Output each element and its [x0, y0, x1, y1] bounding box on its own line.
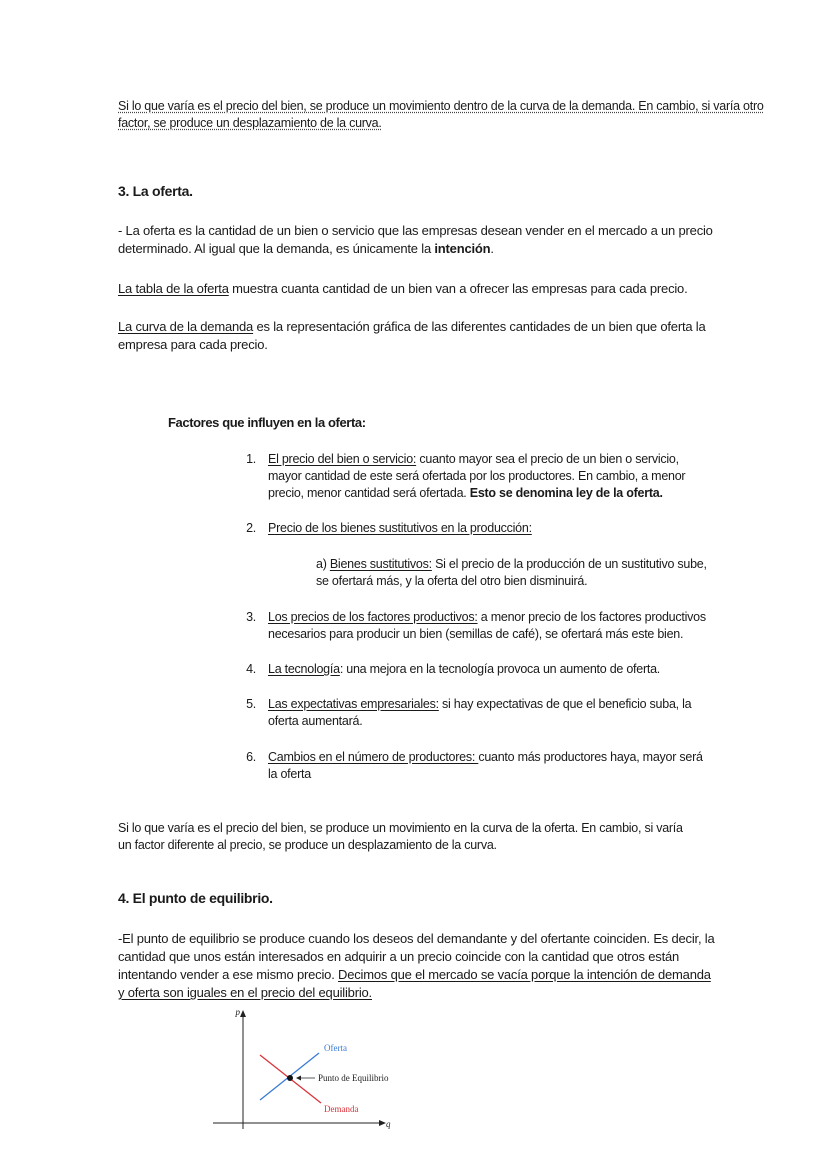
factor-body — [268, 749, 713, 783]
section-4-title: 4. El punto de equilibrio. — [118, 890, 273, 906]
factor-term: La tecnología — [268, 662, 340, 676]
equilibrio-underlined: Decimos que el mercado se vacía porque la intención de demanda y oferta son iguales en el precio del equilibrio. — [118, 967, 711, 1000]
curva-term: La curva de la demanda — [118, 319, 254, 334]
factor-body — [268, 520, 713, 537]
section-3-title: 3. La oferta. — [118, 183, 193, 199]
factor-body — [268, 661, 713, 678]
sub-item-text: Si el precio de la producción de un sustitutivo sube, se ofertará más, y la oferta del otro bien disminuirá. — [316, 557, 707, 588]
intro-note-line2: factor, se produce un desplazamiento de la curva. — [118, 116, 382, 130]
factor-term: El precio del bien o servicio: — [268, 452, 417, 466]
equilibrium-point — [287, 1075, 293, 1081]
factor-number: 3. — [246, 610, 256, 624]
tabla-oferta-term: La tabla de la oferta — [118, 281, 229, 296]
factor-body — [268, 451, 713, 502]
curva-paragraph — [118, 318, 718, 354]
oferta-definition-text: - La oferta es la cantidad de un bien o servicio que las empresas desean vender en el mercado a un precio determinado. Al igual que la demanda, es únicamente la — [118, 223, 713, 256]
factor-term: Los precios de los factores productivos: — [268, 610, 478, 624]
curva-text: es la representación gráfica de las diferentes cantidades de un bien que oferta la empresa para cada precio. — [118, 319, 706, 352]
equilibrium-arrowhead — [296, 1076, 301, 1081]
factor-text: cuanto mayor sea el precio de un bien o servicio, mayor cantidad de este será ofertada por los productores. En cambio, a menor precio, menor cantidad será ofertada. — [268, 452, 686, 500]
factor-text: a menor precio de los factores productivos necesarios para producir un bien (semillas de café), se ofertará más este bien. — [268, 610, 706, 641]
factor-body — [268, 609, 713, 643]
demand-label: Demanda — [324, 1104, 359, 1114]
factor-text: : una mejora en la tecnología provoca un aumento de oferta. — [339, 662, 661, 676]
equilibrium-label: Punto de Equilibrio — [318, 1073, 389, 1083]
oferta-definition-end: . — [490, 241, 494, 256]
sub-item-prefix: a) — [316, 557, 330, 571]
factor-number: 4. — [246, 662, 256, 676]
factor-text: si hay expectativas de que el beneficio suba, la oferta aumentará. — [268, 697, 692, 728]
y-axis-label: p — [235, 1007, 240, 1017]
oferta-note: Si lo que varía es el precio del bien, se produce un movimiento en la curva de la oferta. En cambio, si varía un factor diferente al precio, se produce un desplazamiento de la curva. — [118, 821, 683, 852]
intro-note — [118, 98, 764, 132]
equilibrio-paragraph — [118, 930, 718, 1002]
factor-bold: Esto se denomina ley de la oferta. — [469, 486, 663, 500]
factor-number: 1. — [246, 452, 256, 466]
oferta-definition — [118, 222, 718, 258]
factor-number: 6. — [246, 750, 256, 764]
factor-text: cuanto más productores haya, mayor será la oferta — [268, 750, 703, 781]
factor-body — [268, 696, 713, 730]
factor-number: 2. — [246, 521, 256, 535]
y-axis-arrow — [240, 1010, 246, 1017]
tabla-oferta-paragraph — [118, 280, 718, 298]
supply-label: Oferta — [324, 1043, 347, 1053]
oferta-definition-bold: intención — [434, 241, 491, 256]
factor-term: Las expectativas empresariales: — [268, 697, 439, 711]
x-axis-arrow — [379, 1120, 386, 1126]
tabla-oferta-text: muestra cuanta cantidad de un bien van a ofrecer las empresas para cada precio. — [228, 281, 688, 296]
sub-item-term: Bienes sustitutivos: — [329, 557, 432, 571]
equilibrium-diagram — [205, 1005, 405, 1135]
intro-note-line1: Si lo que varía es el precio del bien, se produce un movimiento dentro de la curva de la demanda. En cambio, si varía otro — [118, 99, 764, 113]
x-axis-label: q — [386, 1119, 391, 1129]
sub-item-a — [316, 556, 716, 590]
factor-number: 5. — [246, 697, 256, 711]
factor-term: Cambios en el número de productores: — [268, 750, 479, 764]
equilibrio-text: -El punto de equilibrio se produce cuando los deseos del demandante y del ofertante coinciden. Es decir, la cantidad que unos están interesados en adquirir a un precio coincide con la cantidad que otros están intentando vender a ese mismo precio. — [118, 931, 715, 982]
factor-term: Precio de los bienes sustitutivos en la producción: — [268, 521, 532, 535]
factores-heading: Factores que influyen en la oferta: — [168, 415, 366, 430]
